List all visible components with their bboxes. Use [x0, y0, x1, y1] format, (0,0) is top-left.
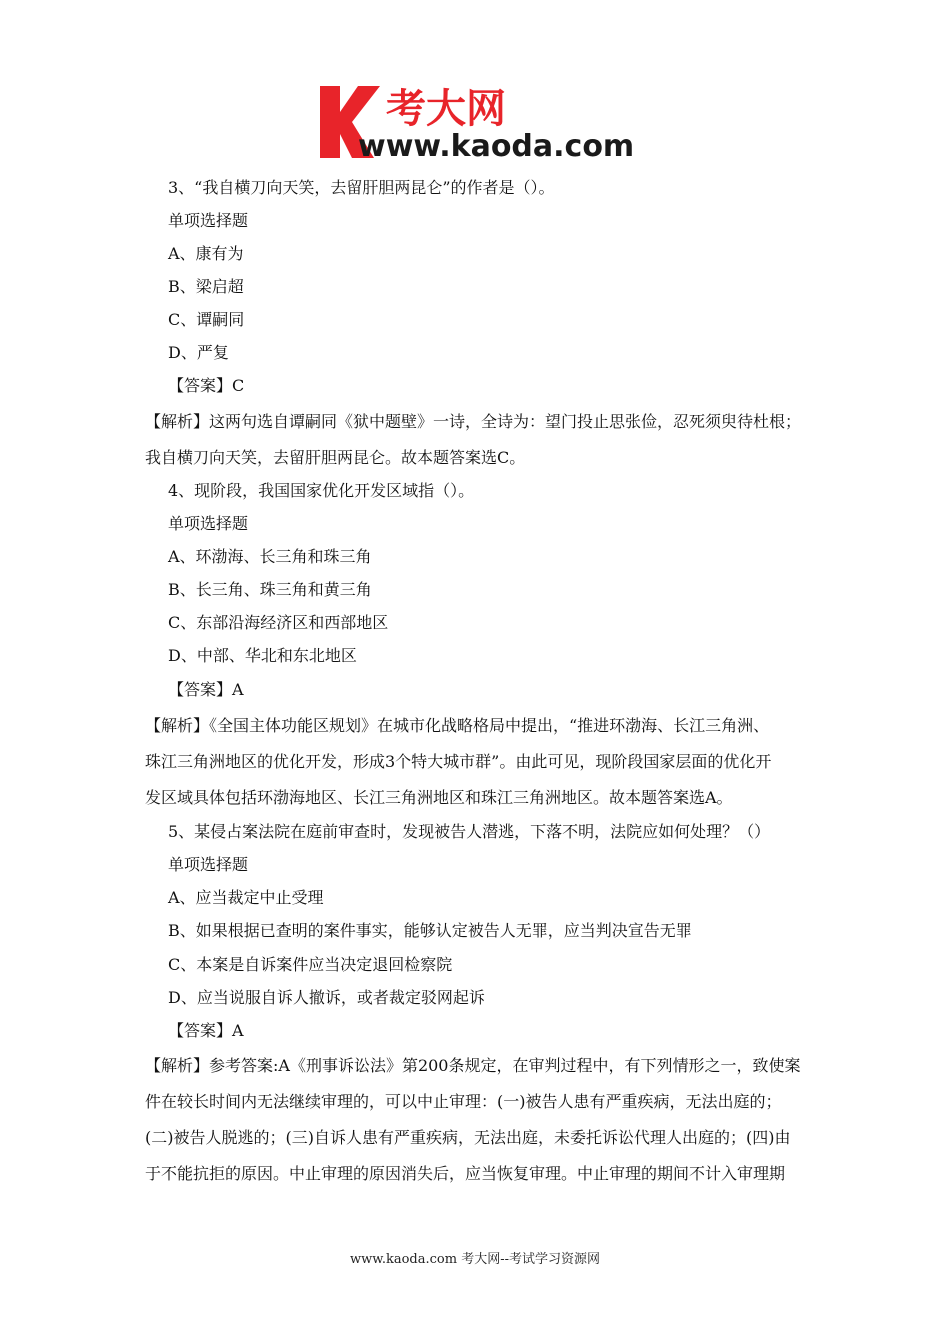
- question-5-option-b: B、如果根据已查明的案件事实，能够认定被告人无罪，应当判决宣告无罪: [168, 921, 692, 940]
- question-4-explanation: 【解析】《全国主体功能区规划》在城市化战略格局中提出，“推进环渤海、长江三角洲、: [145, 716, 770, 735]
- question-5-explanation: 【解析】参考答案:A《刑事诉讼法》第200条规定，在审判过程中，有下列情形之一，致使案: [145, 1056, 801, 1075]
- question-3-answer: 【答案】C: [168, 376, 245, 395]
- logo-url-text: www.kaoda.com: [358, 129, 635, 164]
- page-footer: www.kaoda.com 考大网--考试学习资源网: [350, 1252, 600, 1267]
- question-4-option-a: A、环渤海、长三角和珠三角: [168, 547, 372, 566]
- question-3-explanation: 我自横刀向天笑，去留肝胆两昆仑。故本题答案选C。: [145, 448, 526, 467]
- kaoda-logo-graphic: [318, 78, 648, 164]
- question-5-explanation: 于不能抗拒的原因。中止审理的原因消失后，应当恢复审理。中止审理的期间不计入审理期: [145, 1164, 786, 1183]
- question-4-option-c: C、东部沿海经济区和西部地区: [168, 613, 389, 632]
- question-5-stem: 5、某侵占案法院在庭前审查时，发现被告人潜逃，下落不明，法院应如何处理？（）: [168, 822, 771, 841]
- question-4-explanation: 珠江三角洲地区的优化开发，形成3个特大城市群”。由此可见，现阶段国家层面的优化开: [145, 752, 772, 771]
- question-3-option-a: A、康有为: [168, 244, 244, 263]
- question-3-explanation: 【解析】这两句选自谭嗣同《狱中题壁》一诗，全诗为：望门投止思张俭，忍死须臾待杜根；: [145, 412, 802, 431]
- question-3-stem: 3、“我自横刀向天笑，去留肝胆两昆仑”的作者是（）。: [168, 178, 555, 197]
- question-3-option-c: C、谭嗣同: [168, 310, 245, 329]
- question-3-type: 单项选择题: [168, 211, 249, 230]
- question-4-answer: 【答案】A: [168, 680, 244, 699]
- question-5-option-a: A、应当裁定中止受理: [168, 888, 324, 907]
- question-4-type: 单项选择题: [168, 514, 249, 533]
- kaoda-logo: [318, 78, 648, 164]
- question-4-stem: 4、现阶段，我国国家优化开发区域指（）。: [168, 481, 475, 500]
- question-5-option-c: C、本案是自诉案件应当决定退回检察院: [168, 955, 453, 974]
- question-3-option-d: D、严复: [168, 343, 229, 362]
- question-5-type: 单项选择题: [168, 855, 249, 874]
- question-5-explanation: (二)被告人脱逃的；(三)自诉人患有严重疾病，无法出庭，未委托诉讼代理人出庭的；(四)由: [145, 1128, 791, 1147]
- question-5-option-d: D、应当说服自诉人撤诉，或者裁定驳网起诉: [168, 988, 485, 1007]
- logo-cn-text: 考大网: [386, 86, 506, 132]
- question-5-answer: 【答案】A: [168, 1021, 244, 1040]
- question-3-option-b: B、梁启超: [168, 277, 244, 296]
- question-4-option-d: D、中部、华北和东北地区: [168, 646, 357, 665]
- question-5-explanation: 件在较长时间内无法继续审理的，可以中止审理：(一)被告人患有严重疾病，无法出庭的；: [145, 1092, 782, 1111]
- question-4-option-b: B、长三角、珠三角和黄三角: [168, 580, 372, 599]
- question-4-explanation: 发区域具体包括环渤海地区、长江三角洲地区和珠江三角洲地区。故本题答案选A。: [145, 788, 733, 807]
